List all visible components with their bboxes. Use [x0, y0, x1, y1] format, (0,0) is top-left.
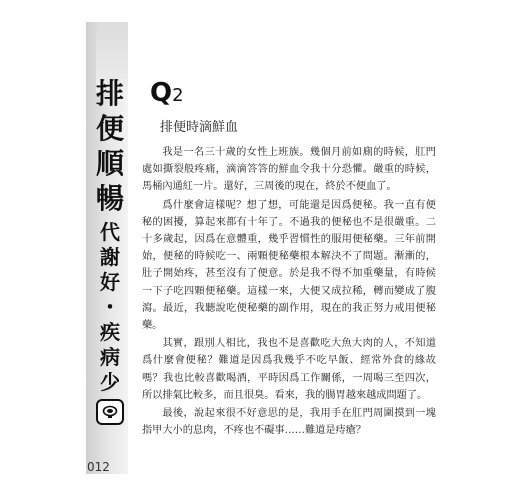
toilet-icon: [96, 399, 124, 425]
question-digit: 2: [172, 85, 184, 106]
paragraph: 爲什麼會這樣呢？想了想，可能還是因爲便秘。我一直有便秘的困擾，算起來都有十年了。不過我的便秘也不是很嚴重。二十多歲起，因爲在意體重，幾乎習慣性的服用便秘藥。三年前開始，便秘的時候吃一、兩顆便秘藥根本解決不了問題。漸漸的，肚子開始疼，甚至沒有了便意。於是我不得不加重藥量，有時候一下子吃四顆便秘藥。這樣一來，大便又成拉稀，轉而變成了腹瀉。最近，我聽說吃便秘藥的副作用，現在的我正努力戒用便秘藥。: [142, 199, 436, 332]
subtitle-char: 少: [100, 370, 120, 394]
question-title: 排便時滴鮮血: [160, 120, 239, 135]
vertical-title: [90, 76, 130, 425]
title-char: 排: [95, 77, 124, 110]
subtitle-char: 謝: [100, 245, 120, 269]
subtitle-char: 病: [100, 345, 120, 369]
subtitle-char: 代: [100, 220, 120, 244]
paragraph: 其實，跟別人相比，我也不是喜歡吃大魚大肉的人，不知道爲什麼會便秘？難道是因爲我幾乎不吃早飯、經常外食的緣故嗎？我也比較喜歡喝酒，平時因爲工作關係，一周喝三至四次，所以排氣比較多，而且很臭。看來，我的腸胃越來越成問題了。: [142, 338, 436, 401]
paragraph: 我是一名三十歲的女性上班族。幾個月前如廁的時候，肛門處如撕裂般疼痛，滴滴答答的鮮血令我十分恐懼。嚴重的時候，馬桶內通紅一片。還好，三周後的現在，終於不便血了。: [142, 147, 436, 193]
subtitle-char: ・: [100, 295, 120, 319]
body-text: [142, 144, 436, 440]
question-number: [150, 78, 184, 108]
title-char: 暢: [95, 182, 124, 215]
subtitle-char: 疾: [100, 320, 120, 344]
subtitle-char: 好: [100, 270, 120, 294]
question-letter: Q: [150, 78, 173, 108]
paragraph: 最後，說起來很不好意思的是，我用手在肛門周圍摸到一塊指甲大小的息肉，不疼也不礙事……難道是痔瘡？: [142, 408, 436, 437]
page-number: 012: [87, 460, 110, 474]
title-char: 便: [95, 112, 124, 145]
title-char: 順: [95, 147, 124, 180]
